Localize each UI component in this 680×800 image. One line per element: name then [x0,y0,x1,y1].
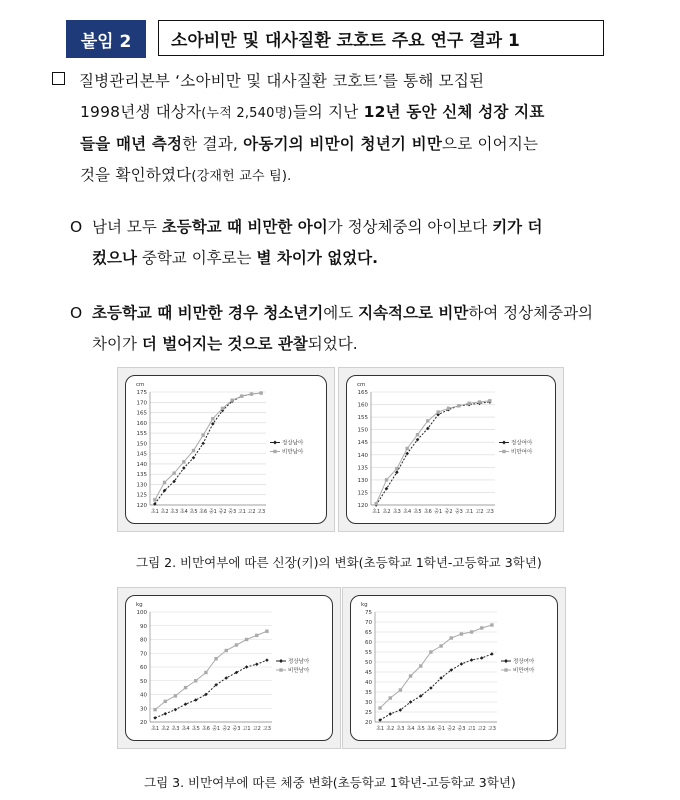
x-tick-label: 초4 [406,726,415,732]
chart-height-girls [338,367,564,532]
legend-label: 정상여아 [511,440,533,447]
y-tick-label: 160 [136,420,147,427]
y-tick-label: 160 [357,402,368,409]
y-tick-label: 140 [357,452,368,459]
x-tick-label: 초2 [382,509,391,515]
x-tick-label: 초6 [199,509,208,515]
data-point [419,664,422,667]
data-point [211,417,214,420]
data-point [480,656,484,660]
intro-emphasis: 들을 매년 측정 [80,135,183,153]
y-tick-label: 150 [357,427,368,434]
x-tick-label: 고2 [252,726,261,732]
data-point [385,478,388,481]
data-point [470,658,474,662]
data-point [416,433,419,436]
bullet-emphasis: 별 차이가 없었다. [256,249,379,267]
y-tick-label: 135 [136,472,147,479]
legend-marker [273,450,276,453]
y-tick-label: 90 [140,623,147,630]
data-point [240,394,243,397]
legend-marker [504,659,508,663]
data-point [194,679,197,682]
bullet-emphasis: 더 벌어지는 것으로 관찰 [141,335,308,353]
intro-text: 들의 지난 [292,103,364,121]
appendix-tag: 붙임 2 [66,20,146,58]
intro-paragraph [52,66,622,192]
x-tick-label: 초6 [423,509,432,515]
x-tick-label: 중1 [434,509,443,515]
legend-label: 비만남아 [282,449,304,456]
x-tick-label: 초6 [426,726,435,732]
data-point [265,658,269,662]
y-tick-label: 40 [365,680,372,686]
x-tick-label: 중2 [222,726,231,732]
series-line [380,625,492,708]
x-tick-label: 고1 [237,509,246,515]
y-tick-label: 40 [140,692,147,699]
data-point [255,662,259,666]
data-point [416,438,420,442]
y-tick-label: 135 [357,465,368,472]
data-point [409,674,412,677]
data-point [457,404,460,407]
series-line [380,654,492,720]
y-tick-label: 70 [140,651,147,658]
data-point [192,456,196,460]
data-point [172,471,175,474]
bullet-text: 하여 정상체중과의 [468,304,594,322]
data-point [184,702,188,706]
y-tick-label: 155 [357,415,368,422]
intro-emphasis: 12년 동안 신체 성장 지표 [363,103,545,121]
x-tick-label: 중3 [232,726,241,732]
data-point [182,466,186,470]
data-point [460,662,464,666]
data-point [255,634,258,637]
x-tick-label: 초3 [171,726,180,732]
data-point [225,649,228,652]
data-point [259,391,262,394]
data-point [395,467,398,470]
data-point [235,643,238,646]
y-tick-label: 150 [136,441,147,448]
data-point [163,712,167,716]
series-line [155,393,261,504]
chart-weight-girls [342,587,566,749]
y-tick-label: 20 [365,720,372,726]
y-tick-label: 65 [365,630,372,636]
y-tick-label: 35 [365,690,372,696]
legend-label: 정상남아 [288,659,310,665]
x-tick-label: 초5 [416,726,425,732]
legend-label: 비만여아 [513,668,535,674]
data-point [153,716,157,720]
y-tick-label: 70 [365,620,372,626]
finding-bullet-2 [70,298,630,360]
x-tick-label: 고3 [257,509,266,515]
data-point [163,481,166,484]
bullet-emphasis: 초등학교 때 비만한 경우 청소년기 [92,304,324,322]
data-point [467,402,470,405]
legend-marker [273,441,277,445]
x-tick-label: 초2 [386,726,395,732]
legend-marker [279,659,283,663]
y-tick-label: 25 [365,710,372,716]
data-point [429,686,433,690]
data-point [250,392,253,395]
data-point [409,700,413,704]
intro-text: 것을 확인하였다 [80,166,192,184]
data-point [389,696,392,699]
legend-label: 비만남아 [288,668,310,674]
y-tick-label: 155 [136,431,147,438]
y-tick-label: 60 [365,640,372,646]
y-tick-label: 60 [140,665,147,671]
bullet-text: 가 정상체중의 아이보다 [327,218,493,236]
data-point [429,650,432,653]
checkbox-square-icon [52,72,65,85]
finding-bullet-1 [70,212,630,274]
y-tick-label: 75 [365,610,372,616]
data-point [378,706,381,709]
x-tick-label: 초4 [179,509,188,515]
y-tick-label: 50 [140,678,147,685]
data-point [405,447,408,450]
x-tick-label: 고2 [247,509,256,515]
section-title: 소아비만 및 대사질환 코호트 주요 연구 결과 1 [158,20,604,56]
y-tick-label: 140 [136,461,147,468]
y-tick-label: 80 [140,637,147,644]
bullet-emphasis: 키가 더 [492,218,543,236]
data-point [439,644,442,647]
y-tick-label: 50 [365,660,372,666]
y-tick-label: 20 [140,720,147,726]
x-tick-label: 중3 [457,726,466,732]
legend-marker [502,450,505,453]
legend-label: 정상여아 [513,659,535,665]
legend-marker [504,668,507,671]
x-tick-label: 중2 [447,726,456,732]
data-point [374,502,377,505]
data-point [490,623,493,626]
data-point [192,449,195,452]
data-point [426,419,429,422]
data-point [194,698,198,702]
chart-height-boys [117,367,335,532]
data-point [388,712,392,716]
y-tick-label: 145 [136,451,147,458]
x-tick-label: 고2 [475,509,484,515]
axis-unit-label: cm [357,382,366,388]
bullet-emphasis: 지속적으로 비만 [358,304,469,322]
y-tick-label: 120 [357,503,368,509]
series-line [155,631,267,709]
y-tick-label: 125 [357,490,368,497]
x-tick-label: 초1 [151,726,160,732]
x-tick-label: 초2 [161,726,170,732]
data-point [450,636,453,639]
series-line [376,401,490,504]
data-point [488,399,491,402]
chart-svg [126,376,326,523]
y-tick-label: 45 [365,670,372,676]
x-tick-label: 초5 [191,726,200,732]
data-point [245,638,248,641]
intro-text: 한 결과, [182,135,244,153]
y-tick-label: 55 [365,650,372,656]
intro-credit: (강재헌 교수 팀). [191,169,292,184]
axis-unit-label: cm [136,382,145,388]
bullet-emphasis: 컸으나 [92,249,137,267]
data-point [214,657,217,660]
data-point [201,442,205,446]
intro-text: 1998년생 대상자 [80,103,202,121]
x-tick-label: 중2 [444,509,453,515]
axis-unit-label: kg [361,602,368,608]
intro-line-1: 질병관리본부 ‘소아비만 및 대사질환 코호트’를 통해 모집된 [79,72,485,90]
y-tick-label: 125 [136,492,147,499]
intro-emphasis: 아동기의 비만이 청년기 비만 [243,135,443,153]
y-tick-label: 165 [357,390,368,396]
legend-marker [279,668,282,671]
x-tick-label: 초5 [189,509,198,515]
data-point [153,498,156,501]
chart-svg [351,596,557,740]
y-tick-label: 145 [357,440,368,447]
data-point [235,671,239,675]
legend-label: 정상남아 [282,440,304,447]
data-point [201,433,204,436]
x-tick-label: 초3 [396,726,405,732]
x-tick-label: 초1 [372,509,381,515]
x-tick-label: 고3 [485,509,494,515]
x-tick-label: 중1 [208,509,217,515]
data-point [184,686,187,689]
x-tick-label: 초3 [392,509,401,515]
x-tick-label: 고2 [477,726,486,732]
data-point [436,410,439,413]
y-tick-label: 170 [136,400,147,407]
data-point [164,700,167,703]
data-point [399,688,402,691]
y-tick-label: 30 [365,700,372,706]
legend-label: 비만여아 [511,449,533,456]
bullet-text: 에도 [323,304,359,322]
y-tick-label: 130 [136,482,147,489]
bullet-text: 차이가 [92,335,142,353]
x-tick-label: 초4 [181,726,190,732]
y-tick-label: 120 [136,503,147,509]
data-point [478,400,481,403]
data-point [153,708,156,711]
data-point [245,665,249,669]
x-tick-label: 중3 [454,509,463,515]
data-point [470,630,473,633]
x-tick-label: 초5 [413,509,422,515]
x-tick-label: 초3 [170,509,179,515]
x-tick-label: 중1 [212,726,221,732]
chart-svg [126,596,332,740]
x-tick-label: 고3 [262,726,271,732]
data-point [265,630,268,633]
data-point [182,460,185,463]
x-tick-label: 중3 [228,509,237,515]
x-tick-label: 중1 [437,726,446,732]
bullet-emphasis: 초등학교 때 비만한 아이 [161,218,328,236]
data-point [399,708,403,712]
data-point [174,694,177,697]
series-line [155,660,267,718]
x-tick-label: 초6 [201,726,210,732]
x-tick-label: 초1 [150,509,159,515]
figure-2-caption: 그림 2. 비만여부에 따른 신장(키)의 변화(초등학교 1학년-고등학교 3학년) [136,555,542,570]
legend-marker [502,441,506,445]
x-tick-label: 중2 [218,509,227,515]
data-point [439,676,443,680]
series-line [155,393,261,500]
data-point [230,399,233,402]
y-tick-label: 175 [136,390,147,396]
bullet-text: 남녀 모두 [92,218,162,236]
data-point [447,407,450,410]
bullet-text: 중학교 이후로는 [136,249,257,267]
y-tick-label: 30 [140,706,147,713]
data-point [480,626,483,629]
x-tick-label: 초1 [376,726,385,732]
axis-unit-label: kg [136,602,143,608]
data-point [221,407,224,410]
x-tick-label: 초4 [403,509,412,515]
x-tick-label: 고3 [487,726,496,732]
bullet-mark: O [70,304,83,322]
x-tick-label: 고1 [467,726,476,732]
x-tick-label: 초2 [160,509,169,515]
bullet-text: 되었다. [307,335,358,353]
y-tick-label: 130 [357,477,368,484]
intro-count: (누적 2,540명) [201,106,293,121]
y-tick-label: 100 [136,610,147,616]
series-line [376,402,490,505]
bullet-mark: O [70,218,83,236]
x-tick-label: 고1 [242,726,251,732]
intro-text: 으로 이어지는 [442,135,539,153]
data-point [460,632,463,635]
y-tick-label: 165 [136,410,147,417]
chart-svg [347,376,555,523]
data-point [204,671,207,674]
figure-3-caption: 그림 3. 비만여부에 따른 체중 변화(초등학교 1학년-고등학교 3학년) [144,775,516,790]
chart-weight-boys [117,587,341,749]
x-tick-label: 고1 [465,509,474,515]
data-point [490,652,494,656]
